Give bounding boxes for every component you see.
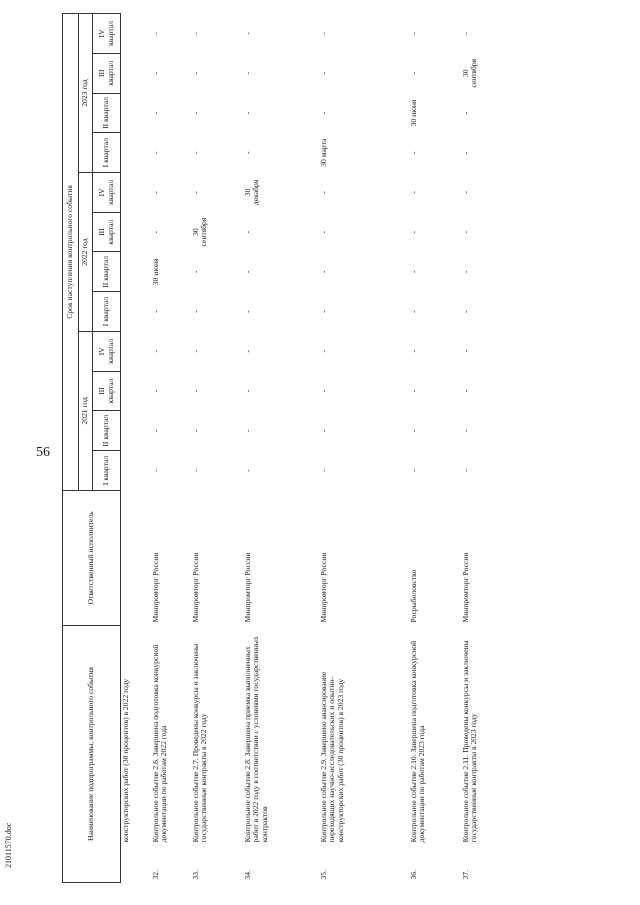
table-body <box>121 14 521 883</box>
quarter-cell: - <box>408 429 418 432</box>
event-name: Контрольное событие 2.7. Проведены конкурсы и заключены государственные контракты в 2022 году <box>190 643 209 843</box>
quarter-cell: - <box>242 389 252 393</box>
year-header: 2021 год <box>79 331 93 490</box>
row-number: 37. <box>460 870 470 880</box>
quarter-cell: - <box>150 350 160 353</box>
table-row <box>191 14 243 883</box>
quarter-cell: - <box>318 71 328 75</box>
quarter-cell: - <box>460 230 470 234</box>
quarter-cell: - <box>190 191 200 194</box>
year-header: 2023 год <box>79 14 93 173</box>
quarter-cell: - <box>318 230 328 234</box>
quarter-header: I квартал <box>93 292 121 332</box>
event-date-cell: 30 июня <box>150 258 160 286</box>
quarter-cell: - <box>242 151 252 154</box>
quarter-cell: - <box>460 32 470 35</box>
quarter-cell: - <box>318 111 328 115</box>
responsible-executor: Росрыболовство <box>408 569 418 623</box>
quarter-cell: - <box>318 270 328 274</box>
quarter-cell: - <box>150 71 160 75</box>
responsible-executor: Минпромторг России <box>150 552 160 623</box>
quarter-cell: - <box>318 389 328 393</box>
quarter-cell: - <box>190 71 200 75</box>
quarter-cell: - <box>408 151 418 154</box>
quarter-cell: - <box>408 230 418 234</box>
quarter-cell <box>121 331 151 371</box>
quarter-cell: - <box>408 270 418 274</box>
event-date-cell: 30 сентября <box>190 217 209 247</box>
event-name: конструкторских работ (30 процентов) в 2022 году <box>121 678 130 843</box>
quarter-cell: - <box>242 32 252 35</box>
document-footer: 21011570.doc <box>4 822 13 868</box>
event-name: Контрольное событие 2.6. Завершена подготовка конкурсной документации по работам 2022 года <box>150 644 169 843</box>
quarter-cell: - <box>460 429 470 432</box>
quarter-cell: - <box>408 469 418 472</box>
quarter-cell: - <box>408 389 418 393</box>
quarter-cell: - <box>318 32 328 35</box>
quarter-cell <box>121 173 151 213</box>
quarter-cell: - <box>150 469 160 472</box>
row-number: 35. <box>318 870 328 880</box>
quarter-cell: - <box>318 191 328 194</box>
responsible-executor: Минпромторг России <box>460 552 470 623</box>
quarter-cell: - <box>460 270 470 274</box>
quarter-cell: - <box>190 310 200 313</box>
table-row <box>319 14 409 883</box>
row-number <box>121 845 151 882</box>
responsible-executor: Минпромторг России <box>190 552 200 623</box>
quarter-header: II квартал <box>93 93 121 133</box>
quarter-cell: - <box>318 429 328 432</box>
quarter-cell: - <box>190 389 200 393</box>
event-name: Контрольное событие 2.8. Завершена приемка выполненных работ в 2022 году в соответствии с условиями государственных контрактов <box>242 636 269 843</box>
quarter-cell: - <box>150 310 160 313</box>
event-name: Контрольное событие 2.11. Проведены конкурсы и заключены государственные контракты в 2023 году <box>460 640 479 843</box>
responsible-executor: Минпромторг России <box>242 552 252 623</box>
quarter-cell: - <box>190 32 200 35</box>
event-date-cell: 30 марта <box>318 138 328 167</box>
event-date-cell: 30 июня <box>408 99 418 127</box>
name-column-header: Наименование подпрограммы, контрольного события <box>63 626 121 883</box>
quarter-cell: - <box>190 429 200 432</box>
quarter-cell: - <box>242 429 252 432</box>
quarter-cell: - <box>242 111 252 115</box>
quarter-cell: - <box>150 191 160 194</box>
quarter-cell: - <box>190 469 200 472</box>
quarter-cell: - <box>150 389 160 393</box>
quarter-cell: - <box>460 151 470 154</box>
quarter-cell: - <box>190 111 200 115</box>
quarter-cell: - <box>460 310 470 313</box>
quarter-cell <box>121 133 151 173</box>
table-row <box>121 14 151 883</box>
quarter-header: IV квартал <box>93 173 121 213</box>
quarter-header: I квартал <box>93 133 121 173</box>
quarter-cell <box>121 53 151 93</box>
quarter-cell <box>121 411 151 451</box>
term-column-header: Срок наступления контрольного события <box>63 14 79 491</box>
quarter-cell: - <box>242 469 252 472</box>
quarter-cell: - <box>150 429 160 432</box>
quarter-cell: - <box>408 191 418 194</box>
quarter-cell: - <box>242 71 252 75</box>
quarter-cell <box>121 212 151 252</box>
quarter-cell: - <box>150 151 160 154</box>
quarter-cell: - <box>242 230 252 234</box>
quarter-cell: - <box>318 350 328 353</box>
quarter-header: II квартал <box>93 411 121 451</box>
control-events-table <box>62 13 521 883</box>
responsible-column-header: Ответственный исполнитель <box>63 490 121 625</box>
row-number: 34. <box>242 870 252 880</box>
responsible-executor: Минпромторг России <box>318 552 328 623</box>
event-date-cell: 30 сентября <box>460 58 479 88</box>
row-number: 36. <box>408 870 418 880</box>
event-name: Контрольное событие 2.10. Завершена подготовка конкурсной документации по работам 2023 года <box>408 640 427 843</box>
table-row <box>409 14 461 883</box>
quarter-header: II квартал <box>93 252 121 292</box>
quarter-cell: - <box>242 350 252 353</box>
quarter-header: I квартал <box>93 451 121 491</box>
quarter-cell: - <box>460 389 470 393</box>
quarter-cell: - <box>150 230 160 234</box>
quarter-cell: - <box>242 270 252 274</box>
quarter-cell: - <box>242 310 252 313</box>
quarter-cell <box>121 14 151 54</box>
quarter-header: III квартал <box>93 371 121 411</box>
quarter-cell: - <box>460 350 470 353</box>
table-row <box>461 14 521 883</box>
quarter-cell: - <box>190 151 200 154</box>
quarter-cell: - <box>190 350 200 353</box>
row-number: 33. <box>190 870 200 880</box>
event-date-cell: 30 декабря <box>242 179 261 206</box>
quarter-cell: - <box>408 32 418 35</box>
quarter-cell: - <box>150 32 160 35</box>
year-header: 2022 год <box>79 173 93 332</box>
quarter-header: III квартал <box>93 212 121 252</box>
quarter-cell: - <box>408 71 418 75</box>
responsible-executor <box>121 490 151 625</box>
quarter-cell: - <box>408 350 418 353</box>
quarter-cell: - <box>318 469 328 472</box>
table-row <box>151 14 191 883</box>
quarter-cell: - <box>460 191 470 194</box>
quarter-cell: - <box>150 111 160 115</box>
rotated-table-container <box>62 13 620 883</box>
quarter-header: IV квартал <box>93 331 121 371</box>
quarter-cell: - <box>408 310 418 313</box>
quarter-cell: - <box>318 310 328 313</box>
quarter-header: IV квартал <box>93 14 121 54</box>
quarter-cell: - <box>460 469 470 472</box>
quarter-cell <box>121 93 151 133</box>
table-row <box>243 14 319 883</box>
quarter-cell <box>121 292 151 332</box>
quarter-cell <box>121 451 151 491</box>
event-name: Контрольное событие 2.9. Завершено авансирование переходящих научно-исследовательских и опытно-конструкторских работ (30 процентов) в 2023 году <box>318 671 345 843</box>
quarter-cell: - <box>460 111 470 115</box>
quarter-cell <box>121 371 151 411</box>
row-number: 32. <box>150 870 160 880</box>
quarter-header: III квартал <box>93 53 121 93</box>
page-number: 56 <box>36 445 50 460</box>
quarter-cell: - <box>190 270 200 274</box>
quarter-cell <box>121 252 151 292</box>
